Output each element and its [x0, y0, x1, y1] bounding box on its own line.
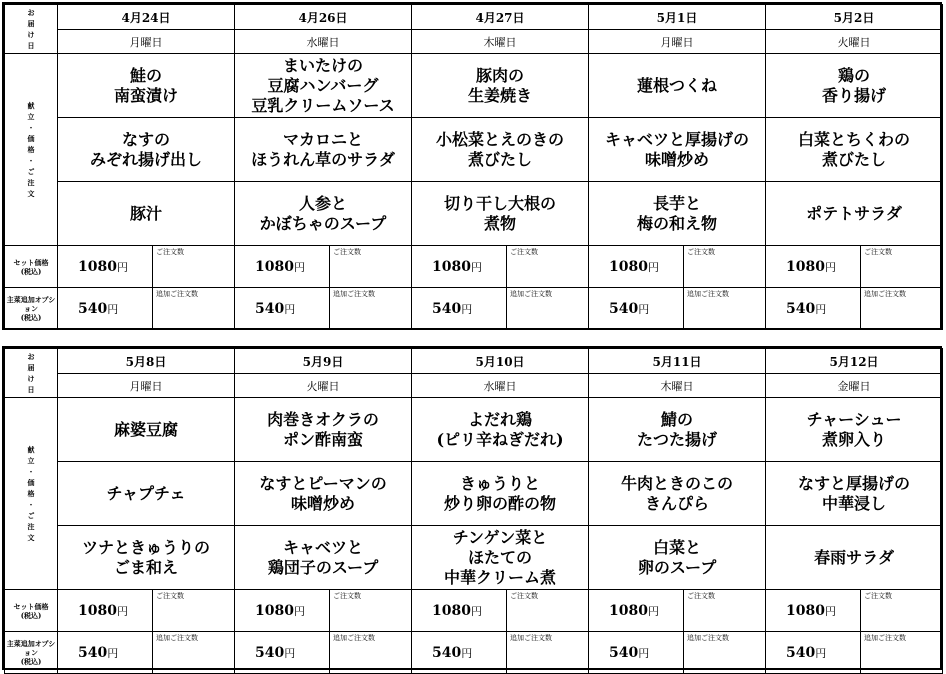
menu-side-dish: [235, 118, 412, 182]
set-price: 1080円: [235, 246, 330, 288]
addon-order-count-field[interactable]: 追加ご注文数: [153, 288, 235, 330]
menu-soup-dish-line: 豚汁: [129, 203, 162, 223]
menu-soup-dish-line: ごま和え: [114, 557, 179, 577]
menu-main-dish-line: (ピリ辛ねぎだれ): [436, 429, 564, 449]
menu-soup-dish: [412, 526, 589, 590]
menu-main-dish: [58, 398, 235, 462]
addon-order-count-field[interactable]: 追加ご注文数: [153, 632, 235, 674]
menu-side-dish: [412, 118, 589, 182]
menu-side-dish-line: 煮びたし: [822, 149, 887, 169]
menu-soup-dish-line: 鶏団子のスープ: [267, 557, 379, 577]
menu-soup-dish-line: 煮物: [483, 213, 516, 233]
menu-soup-dish-line: 中華クリーム煮: [444, 567, 557, 587]
menu-side-dish-line: キャベツと厚揚げの: [605, 129, 750, 149]
menu-soup-dish-line: 白菜と: [653, 537, 702, 557]
day-of-week: 水曜日: [235, 30, 412, 54]
menu-main-dish-line: まいたけの: [282, 55, 363, 75]
menu-soup-dish: [589, 182, 766, 246]
day-of-week: 月曜日: [58, 374, 235, 398]
set-price-label: セット価格 (税込): [5, 246, 58, 288]
order-count-field[interactable]: ご注文数: [684, 246, 766, 288]
order-count-field[interactable]: ご注文数: [153, 590, 235, 632]
menu-table-week-1: [2, 2, 942, 330]
order-count-field[interactable]: ご注文数: [507, 590, 589, 632]
menu-soup-dish: [412, 182, 589, 246]
menu-main-dish: [235, 54, 412, 118]
menu-label-text: 献 立 ・ 価 格 ・ ご 注 文: [27, 101, 35, 198]
menu-main-dish-line: 鯖の: [661, 409, 694, 429]
menu-soup-dish-line: 長芋と: [653, 193, 702, 213]
menu-side-dish-line: なすの: [121, 129, 170, 149]
menu-soup-dish: [235, 182, 412, 246]
set-price-label: セット価格 (税込): [5, 590, 58, 632]
addon-order-count-field[interactable]: 追加ご注文数: [684, 288, 766, 330]
set-price: 1080円: [412, 590, 507, 632]
menu-label: [5, 398, 58, 590]
order-count-field[interactable]: ご注文数: [861, 246, 943, 288]
day-of-week: 月曜日: [58, 30, 235, 54]
addon-price: 540円: [589, 632, 684, 674]
menu-soup-dish-line: 卵のスープ: [637, 557, 717, 577]
menu-soup-dish-line: キャベツと: [283, 537, 364, 557]
menu-main-dish: [235, 398, 412, 462]
menu-side-dish-line: 中華浸し: [822, 493, 887, 513]
delivery-date: 5月11日: [589, 349, 766, 374]
menu-side-dish-line: 炒り卵の酢の物: [444, 493, 557, 513]
day-of-week: 金曜日: [766, 374, 943, 398]
menu-main-dish-line: 蓮根つくね: [637, 75, 718, 95]
order-count-field[interactable]: ご注文数: [684, 590, 766, 632]
menu-side-dish: [235, 462, 412, 526]
addon-order-count-field[interactable]: 追加ご注文数: [861, 288, 943, 330]
set-price: 1080円: [766, 246, 861, 288]
menu-soup-dish-line: かぼちゃのスープ: [259, 213, 387, 233]
menu-side-dish-line: なすとピーマンの: [259, 473, 387, 493]
addon-price: 540円: [235, 632, 330, 674]
delivery-date: 4月24日: [58, 5, 235, 30]
menu-main-dish: [58, 54, 235, 118]
menu-soup-dish: [766, 182, 943, 246]
menu-soup-dish: [235, 526, 412, 590]
menu-main-dish: [589, 54, 766, 118]
menu-side-dish: [412, 462, 589, 526]
addon-price: 540円: [58, 632, 153, 674]
addon-order-count-field[interactable]: 追加ご注文数: [684, 632, 766, 674]
menu-main-dish: [766, 54, 943, 118]
menu-main-dish-line: ポン酢南蛮: [283, 429, 364, 449]
set-price: 1080円: [58, 590, 153, 632]
menu-soup-dish-line: 春雨サラダ: [814, 547, 894, 567]
order-count-field[interactable]: ご注文数: [330, 246, 412, 288]
menu-main-dish-line: 南蛮漬け: [113, 85, 178, 105]
menu-side-dish-line: 白菜とちくわの: [798, 129, 911, 149]
menu-side-dish-line: みぞれ揚げ出し: [89, 149, 202, 169]
menu-side-dish-line: 味噌炒め: [291, 493, 356, 513]
order-count-field[interactable]: ご注文数: [153, 246, 235, 288]
addon-order-count-field[interactable]: 追加ご注文数: [507, 632, 589, 674]
menu-side-dish-line: 煮びたし: [467, 149, 532, 169]
menu-side-dish-line: マカロニと: [282, 129, 363, 149]
addon-order-count-field[interactable]: 追加ご注文数: [330, 288, 412, 330]
order-count-field[interactable]: ご注文数: [507, 246, 589, 288]
menu-side-dish-line: きんぴら: [645, 493, 710, 513]
menu-soup-dish-line: ほたての: [468, 547, 533, 567]
addon-price: 540円: [766, 632, 861, 674]
menu-main-dish-line: 煮卵入り: [822, 429, 887, 449]
set-price: 1080円: [58, 246, 153, 288]
menu-main-dish-line: 豆乳クリームソース: [251, 95, 395, 115]
set-price: 1080円: [412, 246, 507, 288]
menu-label: [5, 54, 58, 246]
day-of-week: 火曜日: [766, 30, 943, 54]
menu-main-dish-line: 豚肉の: [475, 65, 524, 85]
menu-soup-dish-line: ポテトサラダ: [806, 203, 902, 223]
delivery-date-label: [5, 5, 58, 54]
menu-soup-dish: [58, 526, 235, 590]
addon-label: 主菜追加オプション (税込): [5, 288, 58, 330]
menu-soup-dish-line: ツナときゅうりの: [82, 537, 211, 557]
day-of-week: 木曜日: [589, 374, 766, 398]
delivery-date: 4月26日: [235, 5, 412, 30]
day-of-week: 木曜日: [412, 30, 589, 54]
menu-side-dish: [766, 462, 943, 526]
delivery-date-label-text: お 届 け 日: [27, 352, 35, 394]
menu-soup-dish-line: チンゲン菜と: [452, 527, 548, 547]
menu-side-dish: [766, 118, 943, 182]
menu-table-week-2: [2, 346, 942, 670]
set-price: 1080円: [589, 246, 684, 288]
menu-side-dish-line: ほうれん草のサラダ: [251, 149, 395, 169]
addon-price: 540円: [235, 288, 330, 330]
addon-price: 540円: [412, 288, 507, 330]
menu-side-dish-line: なすと厚揚げの: [798, 473, 911, 493]
day-of-week: 火曜日: [235, 374, 412, 398]
menu-side-dish: [589, 118, 766, 182]
menu-soup-dish-line: 切り干し大根の: [443, 193, 556, 213]
menu-main-dish: [766, 398, 943, 462]
menu-side-dish-line: きゅうりと: [460, 473, 541, 493]
delivery-date: 4月27日: [412, 5, 589, 30]
day-of-week: 水曜日: [412, 374, 589, 398]
menu-side-dish: [58, 462, 235, 526]
set-price: 1080円: [235, 590, 330, 632]
menu-main-dish-line: 豆腐ハンバーグ: [267, 75, 379, 95]
menu-soup-dish: [766, 526, 943, 590]
addon-order-count-field[interactable]: 追加ご注文数: [507, 288, 589, 330]
menu-main-dish-line: たつた揚げ: [637, 429, 718, 449]
menu-main-dish-line: 麻婆豆腐: [114, 419, 179, 439]
menu-label-text: 献 立 ・ 価 格 ・ ご 注 文: [27, 445, 35, 542]
menu-main-dish-line: 肉巻きオクラの: [267, 409, 379, 429]
addon-order-count-field[interactable]: 追加ご注文数: [861, 632, 943, 674]
addon-order-count-field[interactable]: 追加ご注文数: [330, 632, 412, 674]
menu-soup-dish: [589, 526, 766, 590]
menu-main-dish-line: 生姜焼き: [467, 85, 532, 105]
addon-price: 540円: [58, 288, 153, 330]
delivery-date: 5月10日: [412, 349, 589, 374]
delivery-date-label: [5, 349, 58, 398]
order-count-field[interactable]: ご注文数: [330, 590, 412, 632]
menu-main-dish-line: 香り揚げ: [822, 85, 887, 105]
addon-price: 540円: [766, 288, 861, 330]
menu-main-dish: [412, 398, 589, 462]
menu-side-dish-line: 牛肉ときのこの: [621, 473, 734, 493]
day-of-week: 月曜日: [589, 30, 766, 54]
menu-main-dish: [589, 398, 766, 462]
menu-main-dish: [412, 54, 589, 118]
menu-side-dish-line: 味噌炒め: [645, 149, 710, 169]
addon-label: 主菜追加オプション (税込): [5, 632, 58, 674]
set-price: 1080円: [766, 590, 861, 632]
menu-soup-dish: [58, 182, 235, 246]
menu-main-dish-line: チャーシュー: [806, 409, 902, 429]
menu-main-dish-line: 鮭の: [129, 65, 162, 85]
menu-side-dish: [589, 462, 766, 526]
delivery-date: 5月2日: [766, 5, 943, 30]
delivery-date: 5月8日: [58, 349, 235, 374]
menu-soup-dish-line: 梅の和え物: [637, 213, 718, 233]
order-count-field[interactable]: ご注文数: [861, 590, 943, 632]
delivery-date: 5月1日: [589, 5, 766, 30]
menu-side-dish-line: チャプチェ: [106, 483, 186, 503]
delivery-date: 5月12日: [766, 349, 943, 374]
set-price: 1080円: [589, 590, 684, 632]
menu-soup-dish-line: 人参と: [298, 193, 347, 213]
menu-main-dish-line: 鶏の: [838, 65, 871, 85]
addon-price: 540円: [589, 288, 684, 330]
menu-main-dish-line: よだれ鶏: [468, 409, 533, 429]
delivery-date-label-text: お 届 け 日: [27, 8, 35, 50]
delivery-date: 5月9日: [235, 349, 412, 374]
addon-price: 540円: [412, 632, 507, 674]
menu-side-dish-line: 小松菜とえのきの: [435, 129, 564, 149]
menu-side-dish: [58, 118, 235, 182]
